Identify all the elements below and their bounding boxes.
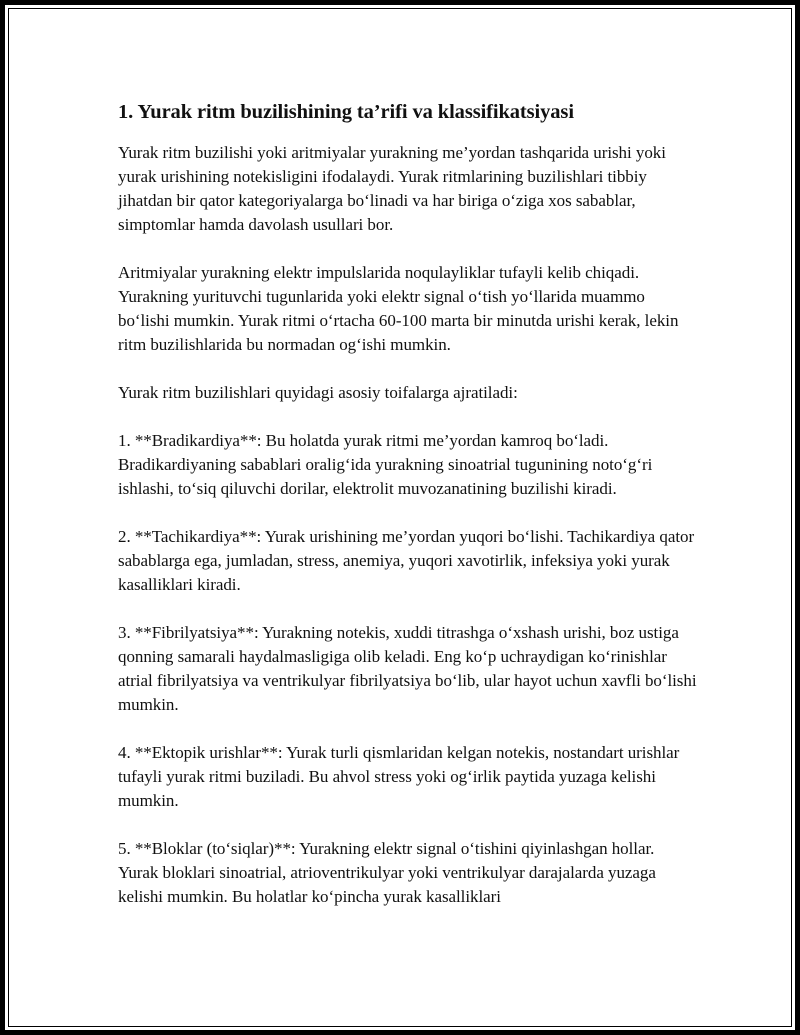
list-item-bradikardiya: 1. **Bradikardiya**: Bu holatda yurak ritmi me’yordan kamroq bo‘ladi. Bradikardiyaning sabablari oralig‘ida yurakning sinoatrial tugunining noto‘g‘ri ishlashi, to‘siq qiluvchi dorilar, elektrolit muvozanatining buzilishi kiradi.	[118, 431, 653, 498]
paragraph-causes: Aritmiyalar yurakning elektr impulslarida noqulayliklar tufayli kelib chiqadi. Yurakning yurituvchi tugunlarida yoki elektr signal o‘tish yo‘llarida muammo bo‘lishi mumkin. Yurak ritmi o‘rtacha 60-100 marta bir minutda urishi kerak, lekin ritm buzilishlarida bu normadan og‘ishi mumkin.	[118, 263, 679, 354]
section-heading: 1. Yurak ritm buzilishining ta’rifi va klassifikatsiyasi	[118, 101, 574, 123]
list-item-fibrilyatsiya: 3. **Fibrilyatsiya**: Yurakning notekis, xuddi titrashga o‘xshash urishi, boz ustiga qonning samarali haydalmasligiga olib keladi. Eng ko‘p uchraydigan ko‘rinishlar atrial fibrilyatsiya va ventrikulyar fibrilyatsiya bo‘lib, ular hayot uchun xavfli bo‘lishi mumkin.	[118, 623, 697, 714]
list-item-ektopik-urishlar: 4. **Ektopik urishlar**: Yurak turli qismlaridan kelgan notekis, nostandart urishlar tufayli yurak ritmi buziladi. Bu ahvol stress yoki og‘irlik paytida yuzaga kelishi mumkin.	[118, 743, 680, 810]
document-body	[118, 99, 698, 909]
list-item-bloklar: 5. **Bloklar (to‘siqlar)**: Yurakning elektr signal o‘tishini qiyinlashgan hollar. Yurak bloklari sinoatrial, atrioventrikulyar yoki ventrikulyar darajalarda yuzaga kelishi mumkin. Bu holatlar ko‘pincha yurak kasalliklari	[118, 839, 656, 906]
paragraph-definition: Yurak ritm buzilishi yoki aritmiyalar yurakning me’yordan tashqarida urishi yoki yurak urishining notekisligini ifodalaydi. Yurak ritmlarining buzilishlari tibbiy jihatdan bir qator kategoriyalarga bo‘linadi va har biriga o‘ziga xos sabablar, simptomlar hamda davolash usullari bor.	[118, 143, 666, 234]
paragraph-categories-intro: Yurak ritm buzilishlari quyidagi asosiy toifalarga ajratiladi:	[118, 383, 518, 402]
list-item-tachikardiya: 2. **Tachikardiya**: Yurak urishining me’yordan yuqori bo‘lishi. Tachikardiya qator sabablarga ega, jumladan, stress, anemiya, yuqori xavotirlik, infeksiya yoki yurak kasalliklari kiradi.	[118, 527, 695, 594]
